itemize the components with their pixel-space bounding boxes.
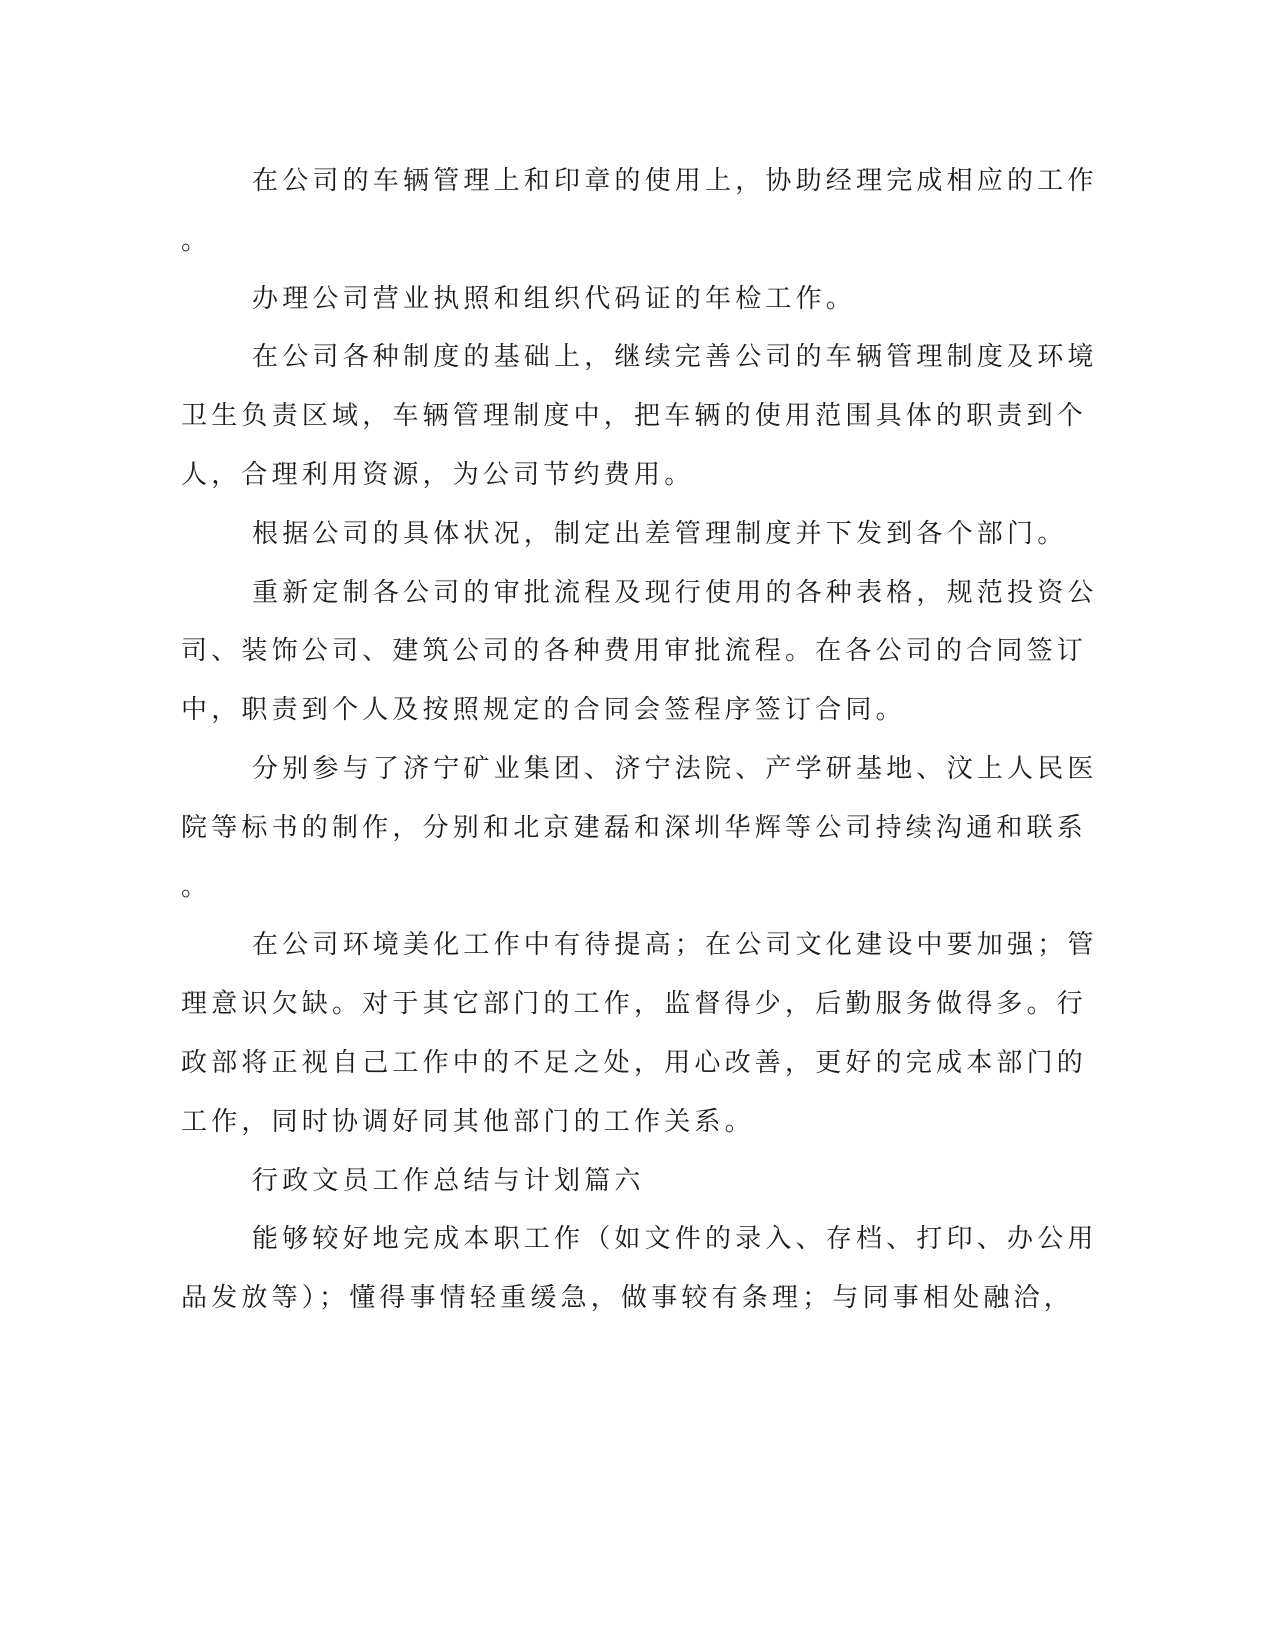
text-line: 重新定制各公司的审批流程及现行使用的各种表格，规范投资公	[252, 578, 1098, 608]
text-line: 。	[181, 226, 212, 256]
text-line: 院等标书的制作，分别和北京建磊和深圳华辉等公司持续沟通和联系	[181, 813, 1088, 843]
text-line: 政部将正视自己工作中的不足之处，用心改善，更好的完成本部门的	[181, 1048, 1088, 1078]
text-line: 品发放等）；懂得事情轻重缓急，做事较有条理；与同事相处融洽，	[181, 1283, 1075, 1313]
text-line: 理意识欠缺。对于其它部门的工作，监督得少，后勤服务做得多。行	[181, 989, 1088, 1019]
text-line: 中，职责到个人及按照规定的合同会签程序签订合同。	[181, 695, 906, 725]
text-line: 在公司的车辆管理上和印章的使用上，协助经理完成相应的工作	[252, 166, 1098, 196]
section-heading: 行政文员工作总结与计划篇六	[252, 1166, 645, 1196]
text-line: 司、装饰公司、建筑公司的各种费用审批流程。在各公司的合同签订	[181, 636, 1088, 666]
text-line: 。	[181, 872, 212, 902]
text-line: 卫生负责区域，车辆管理制度中，把车辆的使用范围具体的职责到个	[181, 401, 1088, 431]
text-line: 工作，同时协调好同其他部门的工作关系。	[181, 1107, 755, 1137]
text-line: 能够较好地完成本职工作（如文件的录入、存档、打印、办公用	[252, 1224, 1098, 1254]
text-line: 在公司各种制度的基础上，继续完善公司的车辆管理制度及环境	[252, 342, 1098, 372]
text-line: 根据公司的具体状况，制定出差管理制度并下发到各个部门。	[252, 519, 1068, 549]
text-line: 办理公司营业执照和组织代码证的年检工作。	[252, 284, 857, 314]
text-line: 在公司环境美化工作中有待提高；在公司文化建设中要加强；管	[252, 930, 1098, 960]
text-line: 人，合理利用资源，为公司节约费用。	[181, 460, 695, 490]
text-line: 分别参与了济宁矿业集团、济宁法院、产学研基地、汶上人民医	[252, 754, 1098, 784]
